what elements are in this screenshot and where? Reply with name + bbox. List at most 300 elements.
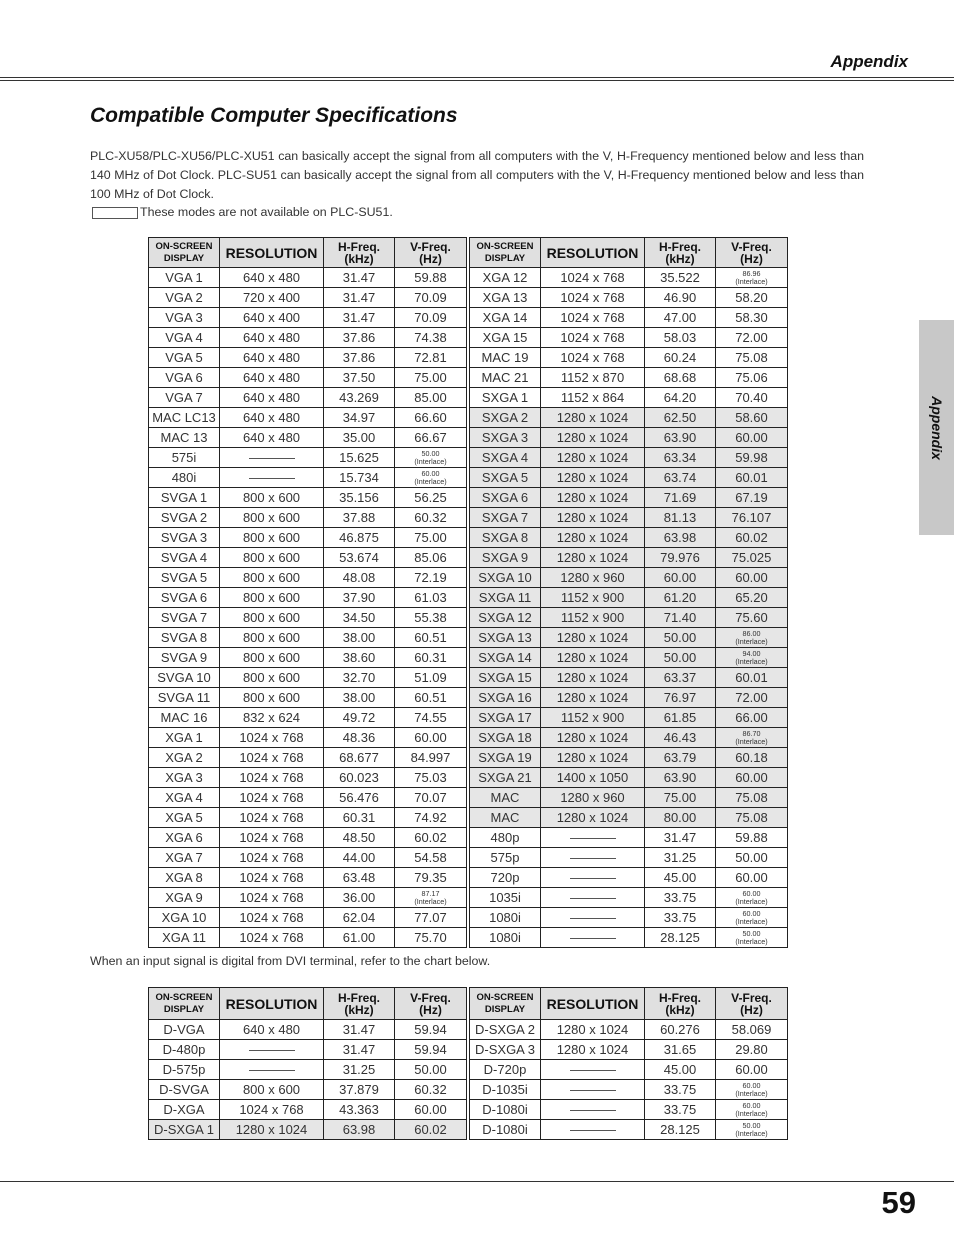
v-freq-cell: 75.08 xyxy=(716,788,788,808)
on-screen-display-cell: MAC 19 xyxy=(470,348,541,368)
h-freq-cell: 61.85 xyxy=(645,708,716,728)
resolution-cell: 800 x 600 xyxy=(220,488,324,508)
h-freq-cell: 37.86 xyxy=(324,348,395,368)
on-screen-display-cell: SXGA 11 xyxy=(470,588,541,608)
resolution-cell: 1280 x 1024 xyxy=(541,748,645,768)
header-h-freq: H-Freq. (kHz) xyxy=(645,238,716,268)
on-screen-display-cell: SVGA 5 xyxy=(149,568,220,588)
on-screen-display-cell: D-SVGA xyxy=(149,1080,220,1100)
v-freq-cell: 75.08 xyxy=(716,348,788,368)
resolution-cell: 1280 x 960 xyxy=(541,788,645,808)
v-freq-cell: 75.00 xyxy=(395,368,467,388)
v-freq-cell xyxy=(716,728,788,748)
header-rule xyxy=(0,77,954,78)
h-freq-cell: 63.34 xyxy=(645,448,716,468)
v-freq-cell: 60.00 xyxy=(716,428,788,448)
on-screen-display-cell: VGA 7 xyxy=(149,388,220,408)
v-freq-cell: 51.09 xyxy=(395,668,467,688)
h-freq-cell: 33.75 xyxy=(645,888,716,908)
v-freq-cell xyxy=(395,448,467,468)
h-freq-cell: 75.00 xyxy=(645,788,716,808)
h-freq-cell: 31.25 xyxy=(645,848,716,868)
h-freq-cell: 36.00 xyxy=(324,888,395,908)
v-freq-cell xyxy=(716,628,788,648)
v-freq-cell: 58.30 xyxy=(716,308,788,328)
on-screen-display-cell: SVGA 11 xyxy=(149,688,220,708)
intro-paragraph: PLC-XU58/PLC-XU56/PLC-XU51 can basically accept the signal from all computers with the V, H-Frequency mentioned below and less than 140 MHz of Dot Clock. PLC-SU51 can basically accept the signal from all computers with the V, H-Frequency mentioned below and less than 100 MHz of Dot Clock. xyxy=(90,149,864,201)
table-row xyxy=(149,1020,788,1040)
v-freq-cell: 59.88 xyxy=(395,268,467,288)
v-freq-cell: 72.00 xyxy=(716,688,788,708)
v-freq-cell: 60.00 xyxy=(716,568,788,588)
v-freq-cell: 67.19 xyxy=(716,488,788,508)
not-applicable-dash xyxy=(249,1070,295,1071)
resolution-cell: 640 x 480 xyxy=(220,268,324,288)
interlace-label: (Interlace) xyxy=(735,896,768,906)
resolution-cell: 640 x 480 xyxy=(220,408,324,428)
h-freq-cell: 62.04 xyxy=(324,908,395,928)
availability-note-text: These modes are not available on PLC-SU51. xyxy=(140,205,393,219)
shaded-legend-swatch xyxy=(92,207,138,219)
interlace-label: (Interlace) xyxy=(735,736,768,746)
resolution-cell: 640 x 480 xyxy=(220,368,324,388)
on-screen-display-cell: 480i xyxy=(149,468,220,488)
h-freq-cell: 60.023 xyxy=(324,768,395,788)
not-applicable-dash xyxy=(249,1050,295,1051)
on-screen-display-cell: XGA 15 xyxy=(470,328,541,348)
h-freq-cell: 50.00 xyxy=(645,628,716,648)
v-freq-cell: 75.06 xyxy=(716,368,788,388)
v-freq-cell: 65.20 xyxy=(716,588,788,608)
on-screen-display-cell: SXGA 6 xyxy=(470,488,541,508)
resolution-cell: 1024 x 768 xyxy=(220,748,324,768)
v-freq-cell xyxy=(716,1100,788,1120)
v-freq-cell: 60.02 xyxy=(716,528,788,548)
h-freq-cell: 46.90 xyxy=(645,288,716,308)
on-screen-display-cell: XGA 3 xyxy=(149,768,220,788)
table-row xyxy=(149,628,788,648)
table-row xyxy=(149,488,788,508)
resolution-cell: 1400 x 1050 xyxy=(541,768,645,788)
on-screen-display-cell: 575p xyxy=(470,848,541,868)
h-freq-cell: 53.674 xyxy=(324,548,395,568)
on-screen-display-cell: XGA 4 xyxy=(149,788,220,808)
resolution-cell xyxy=(541,908,645,928)
table-row xyxy=(149,688,788,708)
resolution-cell: 1024 x 768 xyxy=(541,268,645,288)
resolution-cell: 1280 x 1024 xyxy=(541,1040,645,1060)
resolution-cell: 1280 x 1024 xyxy=(541,548,645,568)
resolution-cell: 1280 x 960 xyxy=(541,568,645,588)
v-freq-value: 86.00 xyxy=(742,628,761,638)
not-applicable-dash xyxy=(570,1130,616,1131)
resolution-cell xyxy=(541,1120,645,1140)
v-freq-cell: 75.00 xyxy=(395,528,467,548)
resolution-cell: 800 x 600 xyxy=(220,648,324,668)
table-row xyxy=(149,648,788,668)
on-screen-display-cell: SVGA 10 xyxy=(149,668,220,688)
resolution-cell xyxy=(541,888,645,908)
table-row xyxy=(149,1040,788,1060)
v-freq-cell: 70.09 xyxy=(395,308,467,328)
on-screen-display-cell: D-1080i xyxy=(470,1120,541,1140)
h-freq-cell: 15.625 xyxy=(324,448,395,468)
interlace-label: (Interlace) xyxy=(735,276,768,286)
on-screen-display-cell: MAC 13 xyxy=(149,428,220,448)
v-freq-cell: 29.80 xyxy=(716,1040,788,1060)
table-row xyxy=(149,748,788,768)
resolution-cell: 1280 x 1024 xyxy=(541,528,645,548)
v-freq-cell: 60.01 xyxy=(716,668,788,688)
v-freq-value: 60.00 xyxy=(421,468,440,478)
on-screen-display-cell: SXGA 14 xyxy=(470,648,541,668)
header-rule-secondary xyxy=(0,80,954,81)
h-freq-cell: 35.522 xyxy=(645,268,716,288)
resolution-cell: 1280 x 1024 xyxy=(541,648,645,668)
h-freq-cell: 31.47 xyxy=(324,308,395,328)
resolution-cell xyxy=(220,1060,324,1080)
v-freq-value: 94.00 xyxy=(742,648,761,658)
resolution-cell: 1024 x 768 xyxy=(220,788,324,808)
resolution-cell xyxy=(541,868,645,888)
on-screen-display-cell: SXGA 4 xyxy=(470,448,541,468)
table-row xyxy=(149,548,788,568)
v-freq-cell xyxy=(716,888,788,908)
table-row xyxy=(149,528,788,548)
v-freq-cell xyxy=(395,468,467,488)
h-freq-cell: 35.00 xyxy=(324,428,395,448)
h-freq-cell: 34.97 xyxy=(324,408,395,428)
table-row xyxy=(149,388,788,408)
on-screen-display-cell: SXGA 8 xyxy=(470,528,541,548)
table-row xyxy=(149,668,788,688)
table-row xyxy=(149,728,788,748)
h-freq-cell: 49.72 xyxy=(324,708,395,728)
h-freq-cell: 43.269 xyxy=(324,388,395,408)
on-screen-display-cell: 720p xyxy=(470,868,541,888)
on-screen-display-cell: SVGA 7 xyxy=(149,608,220,628)
v-freq-value: 60.00 xyxy=(742,1100,761,1110)
on-screen-display-cell: XGA 6 xyxy=(149,828,220,848)
on-screen-display-cell: MAC 21 xyxy=(470,368,541,388)
table-row xyxy=(149,868,788,888)
header-resolution: RESOLUTION xyxy=(220,988,324,1020)
v-freq-cell: 60.00 xyxy=(716,868,788,888)
interlace-label: (Interlace) xyxy=(735,936,768,946)
table-row xyxy=(149,1060,788,1080)
resolution-cell: 1280 x 1024 xyxy=(541,488,645,508)
resolution-cell: 800 x 600 xyxy=(220,668,324,688)
v-freq-cell: 74.38 xyxy=(395,328,467,348)
not-applicable-dash xyxy=(570,1110,616,1111)
v-freq-cell: 60.00 xyxy=(395,728,467,748)
h-freq-cell: 31.47 xyxy=(324,1040,395,1060)
on-screen-display-cell: D-480p xyxy=(149,1040,220,1060)
resolution-cell: 1152 x 900 xyxy=(541,708,645,728)
header-resolution: RESOLUTION xyxy=(541,238,645,268)
resolution-cell: 800 x 600 xyxy=(220,608,324,628)
resolution-cell: 1280 x 1024 xyxy=(541,408,645,428)
h-freq-cell: 45.00 xyxy=(645,868,716,888)
on-screen-display-cell: MAC 16 xyxy=(149,708,220,728)
resolution-cell: 1024 x 768 xyxy=(541,288,645,308)
h-freq-cell: 68.68 xyxy=(645,368,716,388)
table-row xyxy=(149,1100,788,1120)
side-tab-label: Appendix xyxy=(928,395,945,460)
resolution-cell xyxy=(220,1040,324,1060)
h-freq-cell: 43.363 xyxy=(324,1100,395,1120)
table-row xyxy=(149,1120,788,1140)
v-freq-cell: 72.81 xyxy=(395,348,467,368)
h-freq-cell: 56.476 xyxy=(324,788,395,808)
not-applicable-dash xyxy=(570,1090,616,1091)
on-screen-display-cell: SVGA 3 xyxy=(149,528,220,548)
h-freq-cell: 37.879 xyxy=(324,1080,395,1100)
header-on-screen-display: ON-SCREEN DISPLAY xyxy=(470,988,541,1020)
resolution-cell: 640 x 480 xyxy=(220,328,324,348)
v-freq-cell xyxy=(716,268,788,288)
header-on-screen-display: ON-SCREEN DISPLAY xyxy=(149,238,220,268)
resolution-cell: 1024 x 768 xyxy=(220,828,324,848)
v-freq-cell: 59.94 xyxy=(395,1020,467,1040)
table-row xyxy=(149,348,788,368)
v-freq-cell: 75.025 xyxy=(716,548,788,568)
v-freq-cell: 60.00 xyxy=(716,1060,788,1080)
on-screen-display-cell: VGA 5 xyxy=(149,348,220,368)
on-screen-display-cell: 1035i xyxy=(470,888,541,908)
table-row xyxy=(149,708,788,728)
interlace-label: (Interlace) xyxy=(414,896,447,906)
v-freq-value: 50.00 xyxy=(742,1120,761,1130)
v-freq-cell: 74.92 xyxy=(395,808,467,828)
v-freq-cell: 75.70 xyxy=(395,928,467,948)
v-freq-cell: 74.55 xyxy=(395,708,467,728)
on-screen-display-cell: D-VGA xyxy=(149,1020,220,1040)
h-freq-cell: 31.47 xyxy=(645,828,716,848)
table-row xyxy=(149,1080,788,1100)
resolution-cell: 1280 x 1024 xyxy=(541,688,645,708)
page-title: Compatible Computer Specifications xyxy=(90,104,458,127)
v-freq-cell: 84.997 xyxy=(395,748,467,768)
h-freq-cell: 45.00 xyxy=(645,1060,716,1080)
table-row xyxy=(149,928,788,948)
table-row xyxy=(149,568,788,588)
resolution-cell: 1280 x 1024 xyxy=(541,728,645,748)
on-screen-display-cell: D-SXGA 2 xyxy=(470,1020,541,1040)
h-freq-cell: 63.74 xyxy=(645,468,716,488)
v-freq-cell: 58.069 xyxy=(716,1020,788,1040)
on-screen-display-cell: SVGA 9 xyxy=(149,648,220,668)
resolution-cell: 800 x 600 xyxy=(220,588,324,608)
h-freq-cell: 64.20 xyxy=(645,388,716,408)
on-screen-display-cell: 1080i xyxy=(470,928,541,948)
v-freq-cell: 75.08 xyxy=(716,808,788,828)
on-screen-display-cell: D-1035i xyxy=(470,1080,541,1100)
table-row xyxy=(149,268,788,288)
on-screen-display-cell: SXGA 3 xyxy=(470,428,541,448)
v-freq-cell: 54.58 xyxy=(395,848,467,868)
resolution-cell xyxy=(541,1080,645,1100)
h-freq-cell: 37.90 xyxy=(324,588,395,608)
section-label: Appendix xyxy=(830,52,908,71)
resolution-cell: 1024 x 768 xyxy=(541,328,645,348)
v-freq-value: 60.00 xyxy=(742,1080,761,1090)
h-freq-cell: 79.976 xyxy=(645,548,716,568)
v-freq-cell: 59.98 xyxy=(716,448,788,468)
v-freq-cell: 60.02 xyxy=(395,828,467,848)
footer-rule xyxy=(0,1181,954,1182)
h-freq-cell: 48.08 xyxy=(324,568,395,588)
h-freq-cell: 38.00 xyxy=(324,688,395,708)
v-freq-value: 86.96 xyxy=(742,268,761,278)
table-header-row xyxy=(149,988,788,1020)
v-freq-cell: 70.07 xyxy=(395,788,467,808)
table-row xyxy=(149,328,788,348)
v-freq-cell: 85.06 xyxy=(395,548,467,568)
resolution-cell: 1024 x 768 xyxy=(220,1100,324,1120)
header-v-freq: V-Freq. (Hz) xyxy=(716,238,788,268)
resolution-cell xyxy=(541,828,645,848)
interlace-label: (Interlace) xyxy=(735,1088,768,1098)
on-screen-display-cell: SXGA 9 xyxy=(470,548,541,568)
h-freq-cell: 68.677 xyxy=(324,748,395,768)
dvi-note: When an input signal is digital from DVI terminal, refer to the chart below. xyxy=(90,954,491,968)
resolution-cell: 832 x 624 xyxy=(220,708,324,728)
h-freq-cell: 44.00 xyxy=(324,848,395,868)
h-freq-cell: 28.125 xyxy=(645,1120,716,1140)
header-resolution: RESOLUTION xyxy=(541,988,645,1020)
on-screen-display-cell: SXGA 5 xyxy=(470,468,541,488)
h-freq-cell: 60.00 xyxy=(645,568,716,588)
interlace-label: (Interlace) xyxy=(414,456,447,466)
page-number: 59 xyxy=(881,1185,916,1220)
resolution-cell: 800 x 600 xyxy=(220,688,324,708)
not-applicable-dash xyxy=(570,918,616,919)
table-row xyxy=(149,308,788,328)
not-applicable-dash xyxy=(570,1070,616,1071)
on-screen-display-cell: SXGA 12 xyxy=(470,608,541,628)
table-row xyxy=(149,848,788,868)
on-screen-display-cell: 1080i xyxy=(470,908,541,928)
v-freq-cell: 85.00 xyxy=(395,388,467,408)
table-row xyxy=(149,768,788,788)
h-freq-cell: 38.00 xyxy=(324,628,395,648)
table-row xyxy=(149,788,788,808)
compatibility-table-body xyxy=(149,268,788,948)
table-row xyxy=(149,408,788,428)
on-screen-display-cell: SXGA 2 xyxy=(470,408,541,428)
v-freq-cell: 60.00 xyxy=(395,1100,467,1120)
resolution-cell xyxy=(541,1100,645,1120)
v-freq-value: 60.00 xyxy=(742,908,761,918)
interlace-label: (Interlace) xyxy=(735,1128,768,1138)
on-screen-display-cell: SXGA 7 xyxy=(470,508,541,528)
table-row xyxy=(149,908,788,928)
resolution-cell: 1024 x 768 xyxy=(541,308,645,328)
resolution-cell: 800 x 600 xyxy=(220,528,324,548)
v-freq-cell: 55.38 xyxy=(395,608,467,628)
h-freq-cell: 50.00 xyxy=(645,648,716,668)
v-freq-cell: 60.32 xyxy=(395,1080,467,1100)
h-freq-cell: 60.276 xyxy=(645,1020,716,1040)
h-freq-cell: 63.37 xyxy=(645,668,716,688)
resolution-cell: 640 x 400 xyxy=(220,308,324,328)
on-screen-display-cell: XGA 12 xyxy=(470,268,541,288)
h-freq-cell: 63.79 xyxy=(645,748,716,768)
h-freq-cell: 37.50 xyxy=(324,368,395,388)
resolution-cell: 720 x 400 xyxy=(220,288,324,308)
on-screen-display-cell: 480p xyxy=(470,828,541,848)
on-screen-display-cell: XGA 1 xyxy=(149,728,220,748)
table-row xyxy=(149,608,788,628)
availability-note xyxy=(92,205,393,219)
v-freq-cell: 60.18 xyxy=(716,748,788,768)
table-row xyxy=(149,888,788,908)
interlace-label: (Interlace) xyxy=(735,636,768,646)
v-freq-cell: 60.32 xyxy=(395,508,467,528)
v-freq-cell: 77.07 xyxy=(395,908,467,928)
on-screen-display-cell: VGA 2 xyxy=(149,288,220,308)
on-screen-display-cell: VGA 1 xyxy=(149,268,220,288)
v-freq-cell: 66.60 xyxy=(395,408,467,428)
on-screen-display-cell: D-SXGA 3 xyxy=(470,1040,541,1060)
not-applicable-dash xyxy=(570,838,616,839)
h-freq-cell: 37.88 xyxy=(324,508,395,528)
v-freq-cell: 72.00 xyxy=(716,328,788,348)
not-applicable-dash xyxy=(570,858,616,859)
v-freq-cell: 66.00 xyxy=(716,708,788,728)
resolution-cell: 1152 x 864 xyxy=(541,388,645,408)
on-screen-display-cell: 575i xyxy=(149,448,220,468)
resolution-cell: 1024 x 768 xyxy=(220,888,324,908)
on-screen-display-cell: SXGA 1 xyxy=(470,388,541,408)
v-freq-cell: 58.60 xyxy=(716,408,788,428)
on-screen-display-cell: XGA 2 xyxy=(149,748,220,768)
on-screen-display-cell: D-575p xyxy=(149,1060,220,1080)
h-freq-cell: 38.60 xyxy=(324,648,395,668)
v-freq-cell: 70.40 xyxy=(716,388,788,408)
header-resolution: RESOLUTION xyxy=(220,238,324,268)
on-screen-display-cell: VGA 6 xyxy=(149,368,220,388)
on-screen-display-cell: MAC xyxy=(470,808,541,828)
on-screen-display-cell: D-720p xyxy=(470,1060,541,1080)
header-on-screen-display: ON-SCREEN DISPLAY xyxy=(149,988,220,1020)
v-freq-cell: 70.09 xyxy=(395,288,467,308)
on-screen-display-cell: SXGA 19 xyxy=(470,748,541,768)
h-freq-cell: 28.125 xyxy=(645,928,716,948)
on-screen-display-cell: XGA 9 xyxy=(149,888,220,908)
v-freq-cell: 75.60 xyxy=(716,608,788,628)
resolution-cell: 1024 x 768 xyxy=(541,348,645,368)
v-freq-cell: 59.94 xyxy=(395,1040,467,1060)
resolution-cell: 800 x 600 xyxy=(220,628,324,648)
h-freq-cell: 37.86 xyxy=(324,328,395,348)
h-freq-cell: 31.47 xyxy=(324,1020,395,1040)
header-h-freq: H-Freq. (kHz) xyxy=(324,238,395,268)
h-freq-cell: 61.00 xyxy=(324,928,395,948)
h-freq-cell: 62.50 xyxy=(645,408,716,428)
h-freq-cell: 48.36 xyxy=(324,728,395,748)
header-h-freq: H-Freq. (kHz) xyxy=(645,988,716,1020)
on-screen-display-cell: XGA 13 xyxy=(470,288,541,308)
h-freq-cell: 81.13 xyxy=(645,508,716,528)
table-row xyxy=(149,588,788,608)
resolution-cell: 1024 x 768 xyxy=(220,768,324,788)
resolution-cell: 1280 x 1024 xyxy=(541,428,645,448)
resolution-cell xyxy=(541,1060,645,1080)
resolution-cell: 640 x 480 xyxy=(220,388,324,408)
resolution-cell: 640 x 480 xyxy=(220,348,324,368)
